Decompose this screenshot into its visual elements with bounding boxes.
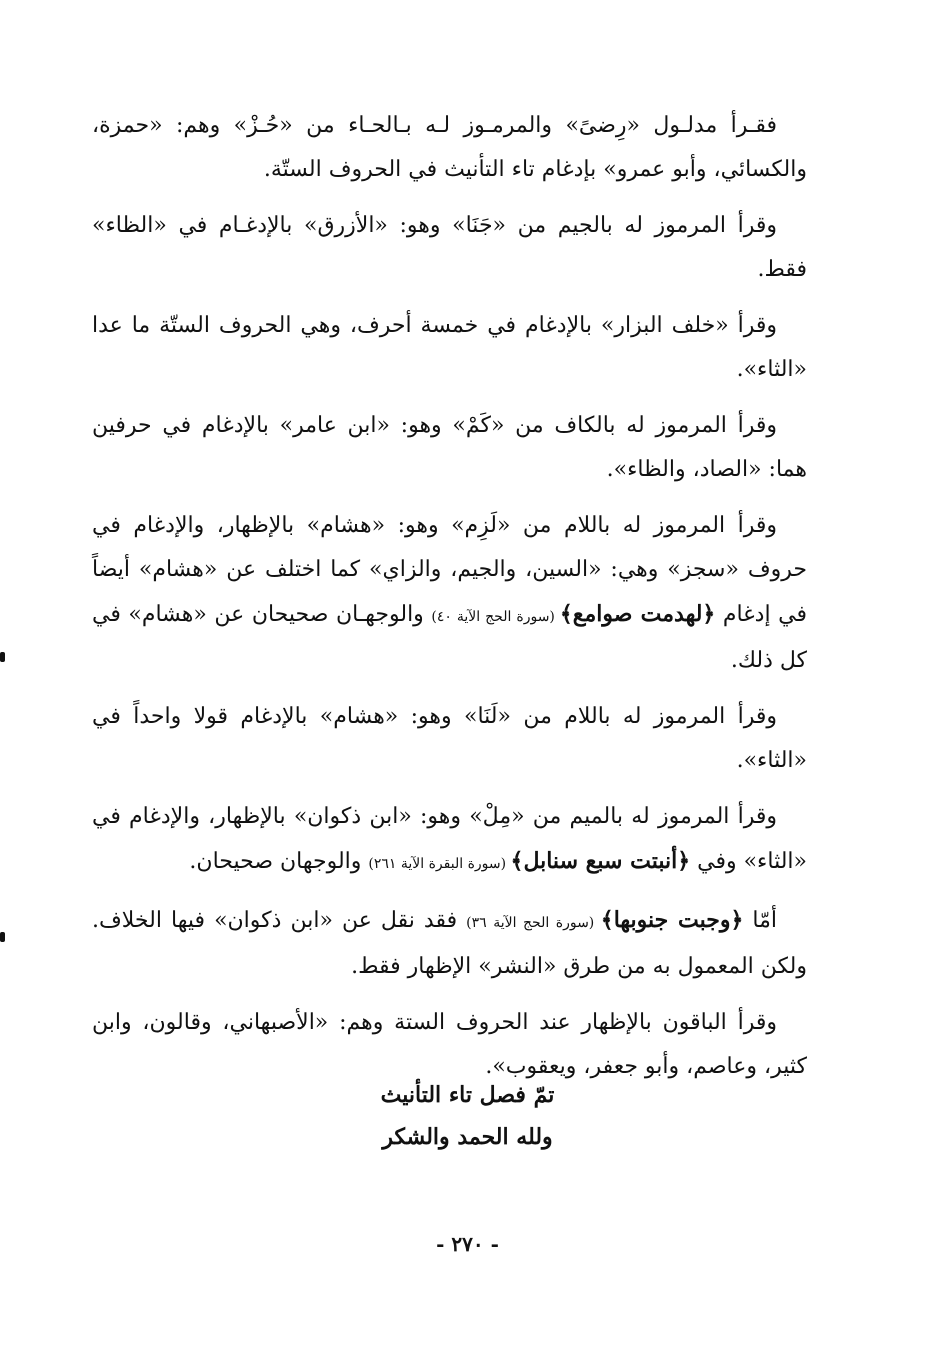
body-text [92, 104, 807, 1101]
quran-verse: ﴿أنبتت سبع سنابل﴾ [510, 848, 691, 874]
chapter-closing [0, 1074, 935, 1158]
paragraph-7-text: وقرأ المرموز له بالميم من «مِلْ» وهو: «ابن ذكوان» بالإظهار، والإدغام في «الثاء» وفي [92, 804, 807, 874]
paragraph-9-text: وقرأ الباقون بالإظهار عند الحروف الستة وهم: «الأصبهاني، وقالون، وابن كثير، وعاصم، وأبو جعفر، ويعقوب». [92, 1010, 807, 1079]
paragraph-8-text: أمّا [743, 908, 778, 933]
page-number: - ٢٧٠ - [436, 1232, 499, 1256]
quran-verse: ﴿لهدمت صوامع﴾ [559, 601, 716, 627]
closing-line-2: ولله الحمد والشكر [382, 1124, 553, 1150]
paragraph-1-text: فقـرأ مدلـول «رِضىً» والمرمـوز لـه بـالحـاء من «حُـزْ» وهم: «حمزة، والكسائي، وأبو عمرو» بإدغام تاء التأنيث في الحروف الستّة. [92, 113, 807, 182]
paragraph-6 [92, 695, 807, 783]
paragraph-1 [92, 104, 807, 192]
margin-mark [0, 932, 5, 942]
closing-line-1: تمّ فصل تاء التأنيث [380, 1082, 555, 1108]
paragraph-5-text: وقرأ المرموز له باللام من «لَزِم» وهو: «هشام» بالإظهار، والإدغام في حروف «سجز» وهي: «السين، والجيم، والزاي» كما اختلف عن «هشام» أيضاً في إدغام [92, 513, 807, 627]
paragraph-8-text-end: فقد نقل عن «ابن ذكوان» فيها الخلاف. ولكن المعمول به من طرق «النشر» الإظهار فقط. [92, 908, 807, 979]
paragraph-2-text: وقرأ المرموز له بالجيم من «جَنَا» وهو: «الأزرق» بالإدغـام في «الظاء» فقط. [92, 213, 807, 282]
paragraph-3 [92, 304, 807, 392]
paragraph-8 [92, 898, 807, 989]
paragraph-6-text: وقرأ المرموز له باللام من «لَنَا» وهو: «هشام» بالإدغام قولا واحداً في «الثاء». [92, 704, 807, 773]
paragraph-3-text: وقرأ «خلف البزار» بالإدغام في خمسة أحرف، وهي الحروف الستّة ما عدا «الثاء». [92, 313, 807, 382]
paragraph-7-text-end: والوجهان صحيحان. [189, 849, 369, 874]
paragraph-5-text-end: والوجهـان صحيحان عن «هشام» في كل ذلك. [92, 602, 807, 673]
paragraph-7 [92, 795, 807, 886]
quran-verse: ﴿وجبت جنوبها﴾ [600, 907, 744, 933]
verse-reference: (سورة الحج الآية ٤٠) [431, 609, 560, 625]
verse-reference: (سورة البقرة الآية ٢٦١) [368, 856, 511, 872]
paragraph-5 [92, 504, 807, 683]
paragraph-4 [92, 404, 807, 492]
paragraph-2 [92, 204, 807, 292]
paragraph-4-text: وقرأ المرموز له بالكاف من «كَمْ» وهو: «ابن عامر» بالإدغام في حرفين هما: «الصاد، والظاء». [92, 413, 807, 482]
verse-reference: (سورة الحج الآية ٣٦) [466, 915, 601, 931]
margin-mark [0, 652, 5, 662]
